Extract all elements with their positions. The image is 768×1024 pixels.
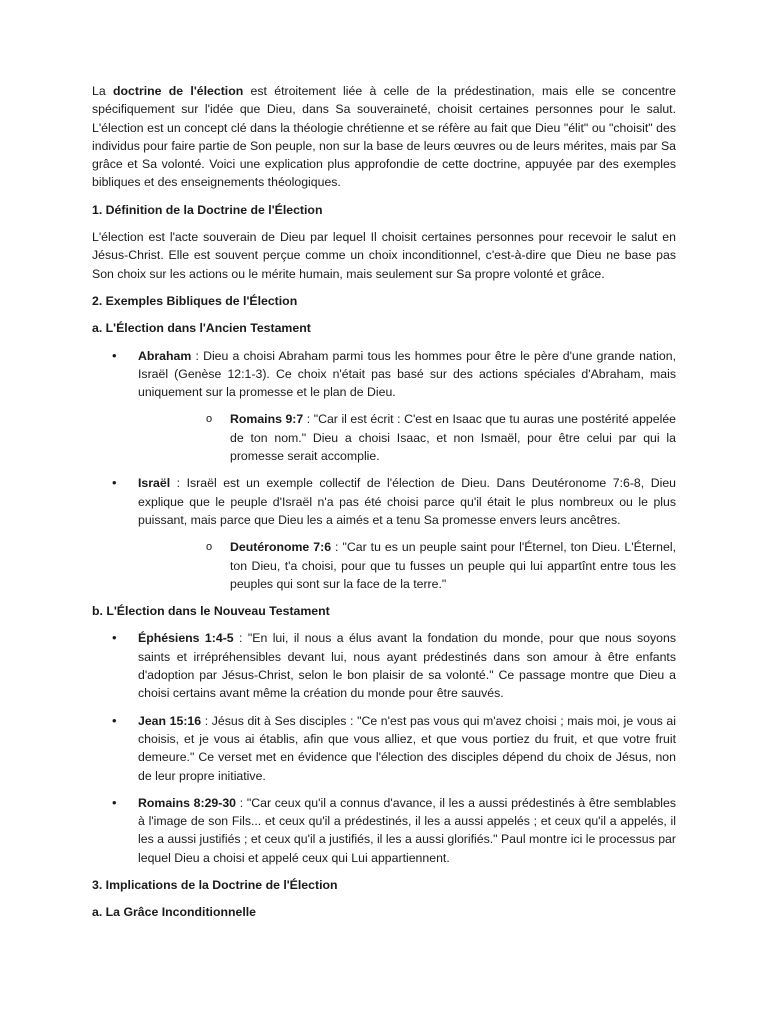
section-heading-definition: 1. Définition de la Doctrine de l'Élection — [92, 202, 323, 217]
bullet-icon: • — [112, 347, 117, 363]
list-item-abraham — [92, 347, 676, 466]
bullet-icon: • — [112, 475, 117, 491]
sub-item-label: Deutéronome 7:6 — [230, 540, 332, 555]
subsection-heading-new-testament: b. L'Élection dans le Nouveau Testament — [92, 604, 330, 619]
bullet-icon: • — [112, 630, 117, 646]
old-testament-list — [92, 347, 676, 594]
list-item-israel — [92, 474, 676, 593]
section-heading-examples: 2. Exemples Bibliques de l'Élection — [92, 293, 298, 308]
item-label: Israël — [138, 476, 171, 491]
sub-item-text: : "Car tu es un peuple saint pour l'Éternel, ton Dieu. L'Éternel, ton Dieu, t'a choisi, pour que tu fusses un peuple qui lui appartînt entre tous les peuples qui sont sur la face de la terre." — [230, 540, 676, 591]
item-label: Éphésiens 1:4-5 — [138, 631, 234, 646]
circle-bullet-icon: o — [206, 541, 213, 554]
item-text: : Dieu a choisi Abraham parmi tous les hommes pour être le père d'une grande nation, Israël (Genèse 12:1-3). Ce choix n'était pas basé sur des actions spéciales d'Abraham, mais uniquement sur la promesse et le plan de Dieu. — [138, 348, 676, 400]
subsection-heading-old-testament: a. L'Élection dans l'Ancien Testament — [92, 321, 311, 336]
subsection-heading-grace: a. La Grâce Inconditionnelle — [92, 905, 256, 920]
circle-bullet-icon: o — [206, 413, 213, 426]
intro-body: est étroitement liée à celle de la prédestination, mais elle se concentre spécifiquement sur l'idée que Dieu, dans Sa souveraineté, choisit certaines personnes pour le salut. L'élection est un concept clé dans la théologie chrétienne et se réfère au fait que Dieu "élit" ou "choisit" des individus pour faire partie de Son peuple, non sur la base de leurs œuvres ou de leurs mérites, mais par Sa grâce et Sa volonté. Voici une explication plus approfondie de cette doctrine, appuyée par des exemples bibliques et des enseignements théologiques. — [92, 84, 676, 190]
item-label: Abraham — [138, 348, 192, 363]
sub-item-deuteronome-7-6 — [138, 538, 676, 593]
intro-bold-term: doctrine de l'élection — [112, 84, 244, 98]
sub-item-romains-9-7 — [138, 410, 676, 465]
new-testament-list — [92, 629, 676, 867]
section-heading-implications: 3. Implications de la Doctrine de l'Élection — [92, 877, 338, 892]
item-text: : "Car ceux qu'il a connus d'avance, il les a aussi prédestinés à être semblables à l'image de son Fils... et ceux qu'il a prédestinés, il les a aussi appelés ; et ceux qu'il a appelés, il les a aussi justifiés ; et ceux qu'il a justifiés, il les a aussi glorifiés." Paul montre ici le processus par lequel Dieu a choisi et appelé ceux qui Lui appartiennent. — [138, 795, 676, 865]
bullet-icon: • — [112, 712, 117, 728]
list-item-romains-8 — [92, 794, 676, 867]
intro-lead: La — [92, 84, 113, 98]
sub-item-label: Romains 9:7 — [230, 412, 304, 427]
list-item-jean — [92, 712, 676, 785]
intro-paragraph — [92, 82, 676, 192]
item-text: : Israël est un exemple collectif de l'élection de Dieu. Dans Deutéronome 7:6-8, Dieu explique que le peuple d'Israël n'a pas été choisi parce qu'il était le plus nombreux ou le plus puissant, mais parce que Dieu les a aimés et a tenu Sa promesse envers leurs ancêtres. — [138, 476, 676, 527]
bullet-icon: • — [112, 794, 117, 810]
item-label: Jean 15:16 — [138, 713, 202, 728]
item-text: : "En lui, il nous a élus avant la fondation du monde, pour que nous soyons saints et irrépréhensibles devant lui, nous ayant prédestinés dans son amour à être enfants d'adoption par Jésus-Christ, selon le bon plaisir de sa volonté." Ce passage montre que Dieu a choisi certains avant même la création du monde pour être sauvés. — [138, 631, 676, 701]
list-item-ephesiens — [92, 629, 676, 702]
item-text: : Jésus dit à Ses disciples : "Ce n'est pas vous qui m'avez choisi ; mais moi, je vous ai choisis, et je vous ai établis, afin que vous alliez, et que vous portiez du fruit, et que votre fruit demeure." Ce verset met en évidence que l'élection des disciples dépend du choix de Jésus, non de leur propre initiative. — [138, 713, 676, 783]
sub-item-text: : "Car il est écrit : C'est en Isaac que tu auras une postérité appelée de ton nom." Dieu a choisi Isaac, et non Ismaël, pour être celui par qui la promesse serait accomplie. — [230, 412, 677, 464]
definition-paragraph: L'élection est l'acte souverain de Dieu par lequel Il choisit certaines personnes pour recevoir le salut en Jésus-Christ. Elle est souvent perçue comme un choix inconditionnel, c'est-à-dire que Dieu ne base pas Son choix sur les actions ou le mérite humain, mais seulement sur Sa propre volonté et grâce. — [92, 230, 676, 281]
item-label: Romains 8:29-30 — [138, 795, 237, 810]
